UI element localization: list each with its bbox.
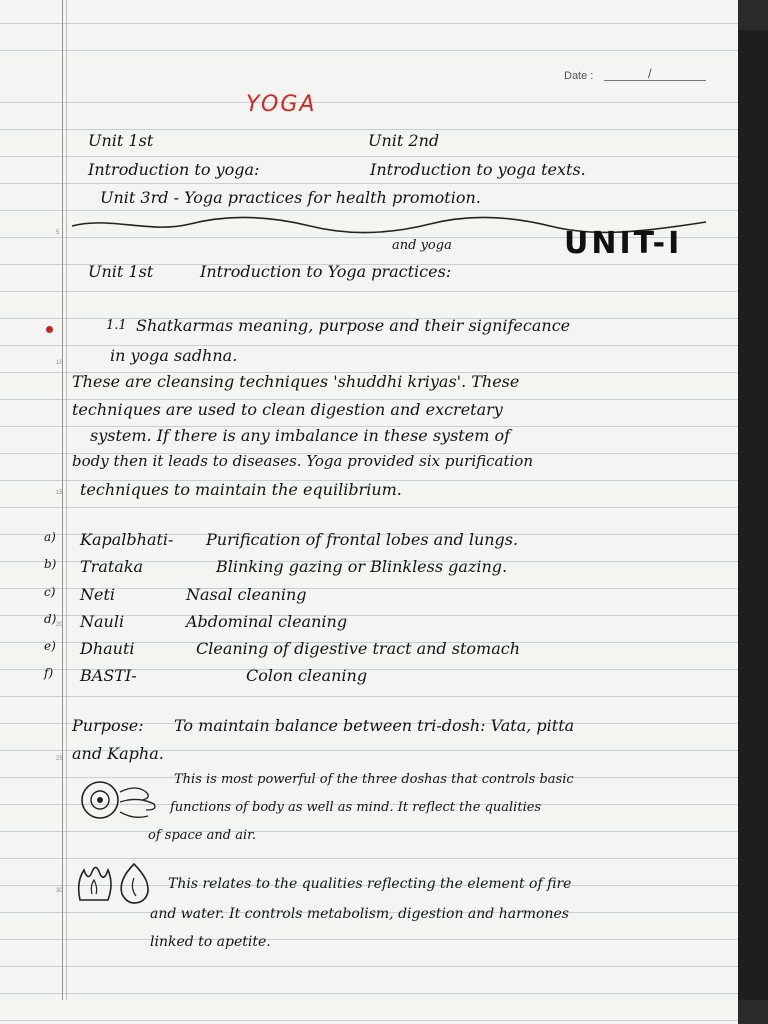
line-number: 20 (56, 622, 63, 628)
paragraph-line: system. If there is any imbalance in these system of (90, 426, 511, 445)
technique-desc: Blinking gazing or Blinkless gazing. (216, 557, 508, 576)
technique-name: BASTI- (80, 666, 137, 685)
technique-desc: Purification of frontal lobes and lungs. (206, 530, 519, 549)
pitta-line: This relates to the qualities reflecting the element of fire (168, 876, 572, 892)
pitta-line: linked to apetite. (150, 934, 271, 950)
technique-name: Neti (80, 585, 116, 604)
line-number: 10 (56, 360, 63, 366)
unit3-line: Unit 3rd - Yoga practices for health promotion. (100, 188, 481, 207)
list-marker: d) (44, 612, 57, 626)
technique-desc: Cleaning of digestive tract and stomach (196, 639, 520, 658)
technique-name: Nauli (80, 612, 125, 631)
topic-title-2: in yoga sadhna. (110, 346, 238, 365)
purpose-line-1: To maintain balance between tri-dosh: Vata, pitta (174, 716, 575, 735)
vata-line: This is most powerful of the three doshas that controls basic (174, 772, 574, 787)
list-marker: c) (44, 585, 56, 599)
unit1-desc: Introduction to yoga: (88, 160, 260, 179)
purpose-line-2: and Kapha. (72, 744, 164, 763)
topic-number: 1.1 (106, 318, 127, 333)
technique-desc: Abdominal cleaning (186, 612, 348, 631)
pitta-line: and water. It controls metabolism, digestion and harmones (150, 906, 569, 922)
section-unit-label: Unit 1st (88, 262, 154, 281)
vata-line: of space and air. (148, 828, 257, 843)
vata-line: functions of body as well as mind. It reflect the qualities (170, 800, 542, 815)
list-marker: b) (44, 557, 57, 571)
line-number: 5 (56, 230, 60, 236)
vata-symbol-icon (76, 774, 166, 828)
margin-line (62, 0, 63, 1000)
unit-one-big: UNIT-I (564, 226, 683, 261)
technique-desc: Nasal cleaning (186, 585, 307, 604)
technique-name: Dhauti (80, 639, 135, 658)
line-number: 15 (56, 490, 63, 496)
pitta-symbol-icon (74, 858, 164, 910)
heading-insert: and yoga (392, 238, 452, 253)
date-slash: / (648, 66, 652, 81)
paragraph-line: techniques are used to clean digestion and excretary (72, 400, 503, 419)
unit2-desc: Introduction to yoga texts. (370, 160, 586, 179)
red-bullet (46, 326, 53, 333)
date-label: Date : (564, 70, 594, 82)
paragraph-line: techniques to maintain the equilibrium. (80, 480, 402, 499)
technique-desc: Colon cleaning (246, 666, 368, 685)
line-number: 25 (56, 756, 63, 762)
list-marker: f) (44, 666, 54, 680)
list-marker: a) (44, 530, 56, 544)
technique-name: Kapalbhati- (80, 530, 174, 549)
line-number: 30 (56, 888, 63, 894)
binder-edge (738, 30, 768, 1000)
date-line (604, 80, 706, 81)
paragraph-line: These are cleansing techniques 'shuddhi kriyas'. These (72, 372, 520, 391)
paragraph-line: body then it leads to diseases. Yoga provided six purification (72, 452, 533, 470)
page-title: YOGA (246, 92, 317, 117)
unit2-label: Unit 2nd (368, 131, 440, 150)
list-marker: e) (44, 639, 56, 653)
section-heading: Introduction to Yoga practices: (200, 262, 452, 281)
unit1-label: Unit 1st (88, 131, 154, 150)
purpose-label: Purpose: (72, 716, 144, 735)
topic-title-1: Shatkarmas meaning, purpose and their signifecance (136, 316, 571, 335)
margin-line-inner (66, 0, 67, 1000)
technique-name: Trataka (80, 557, 144, 576)
